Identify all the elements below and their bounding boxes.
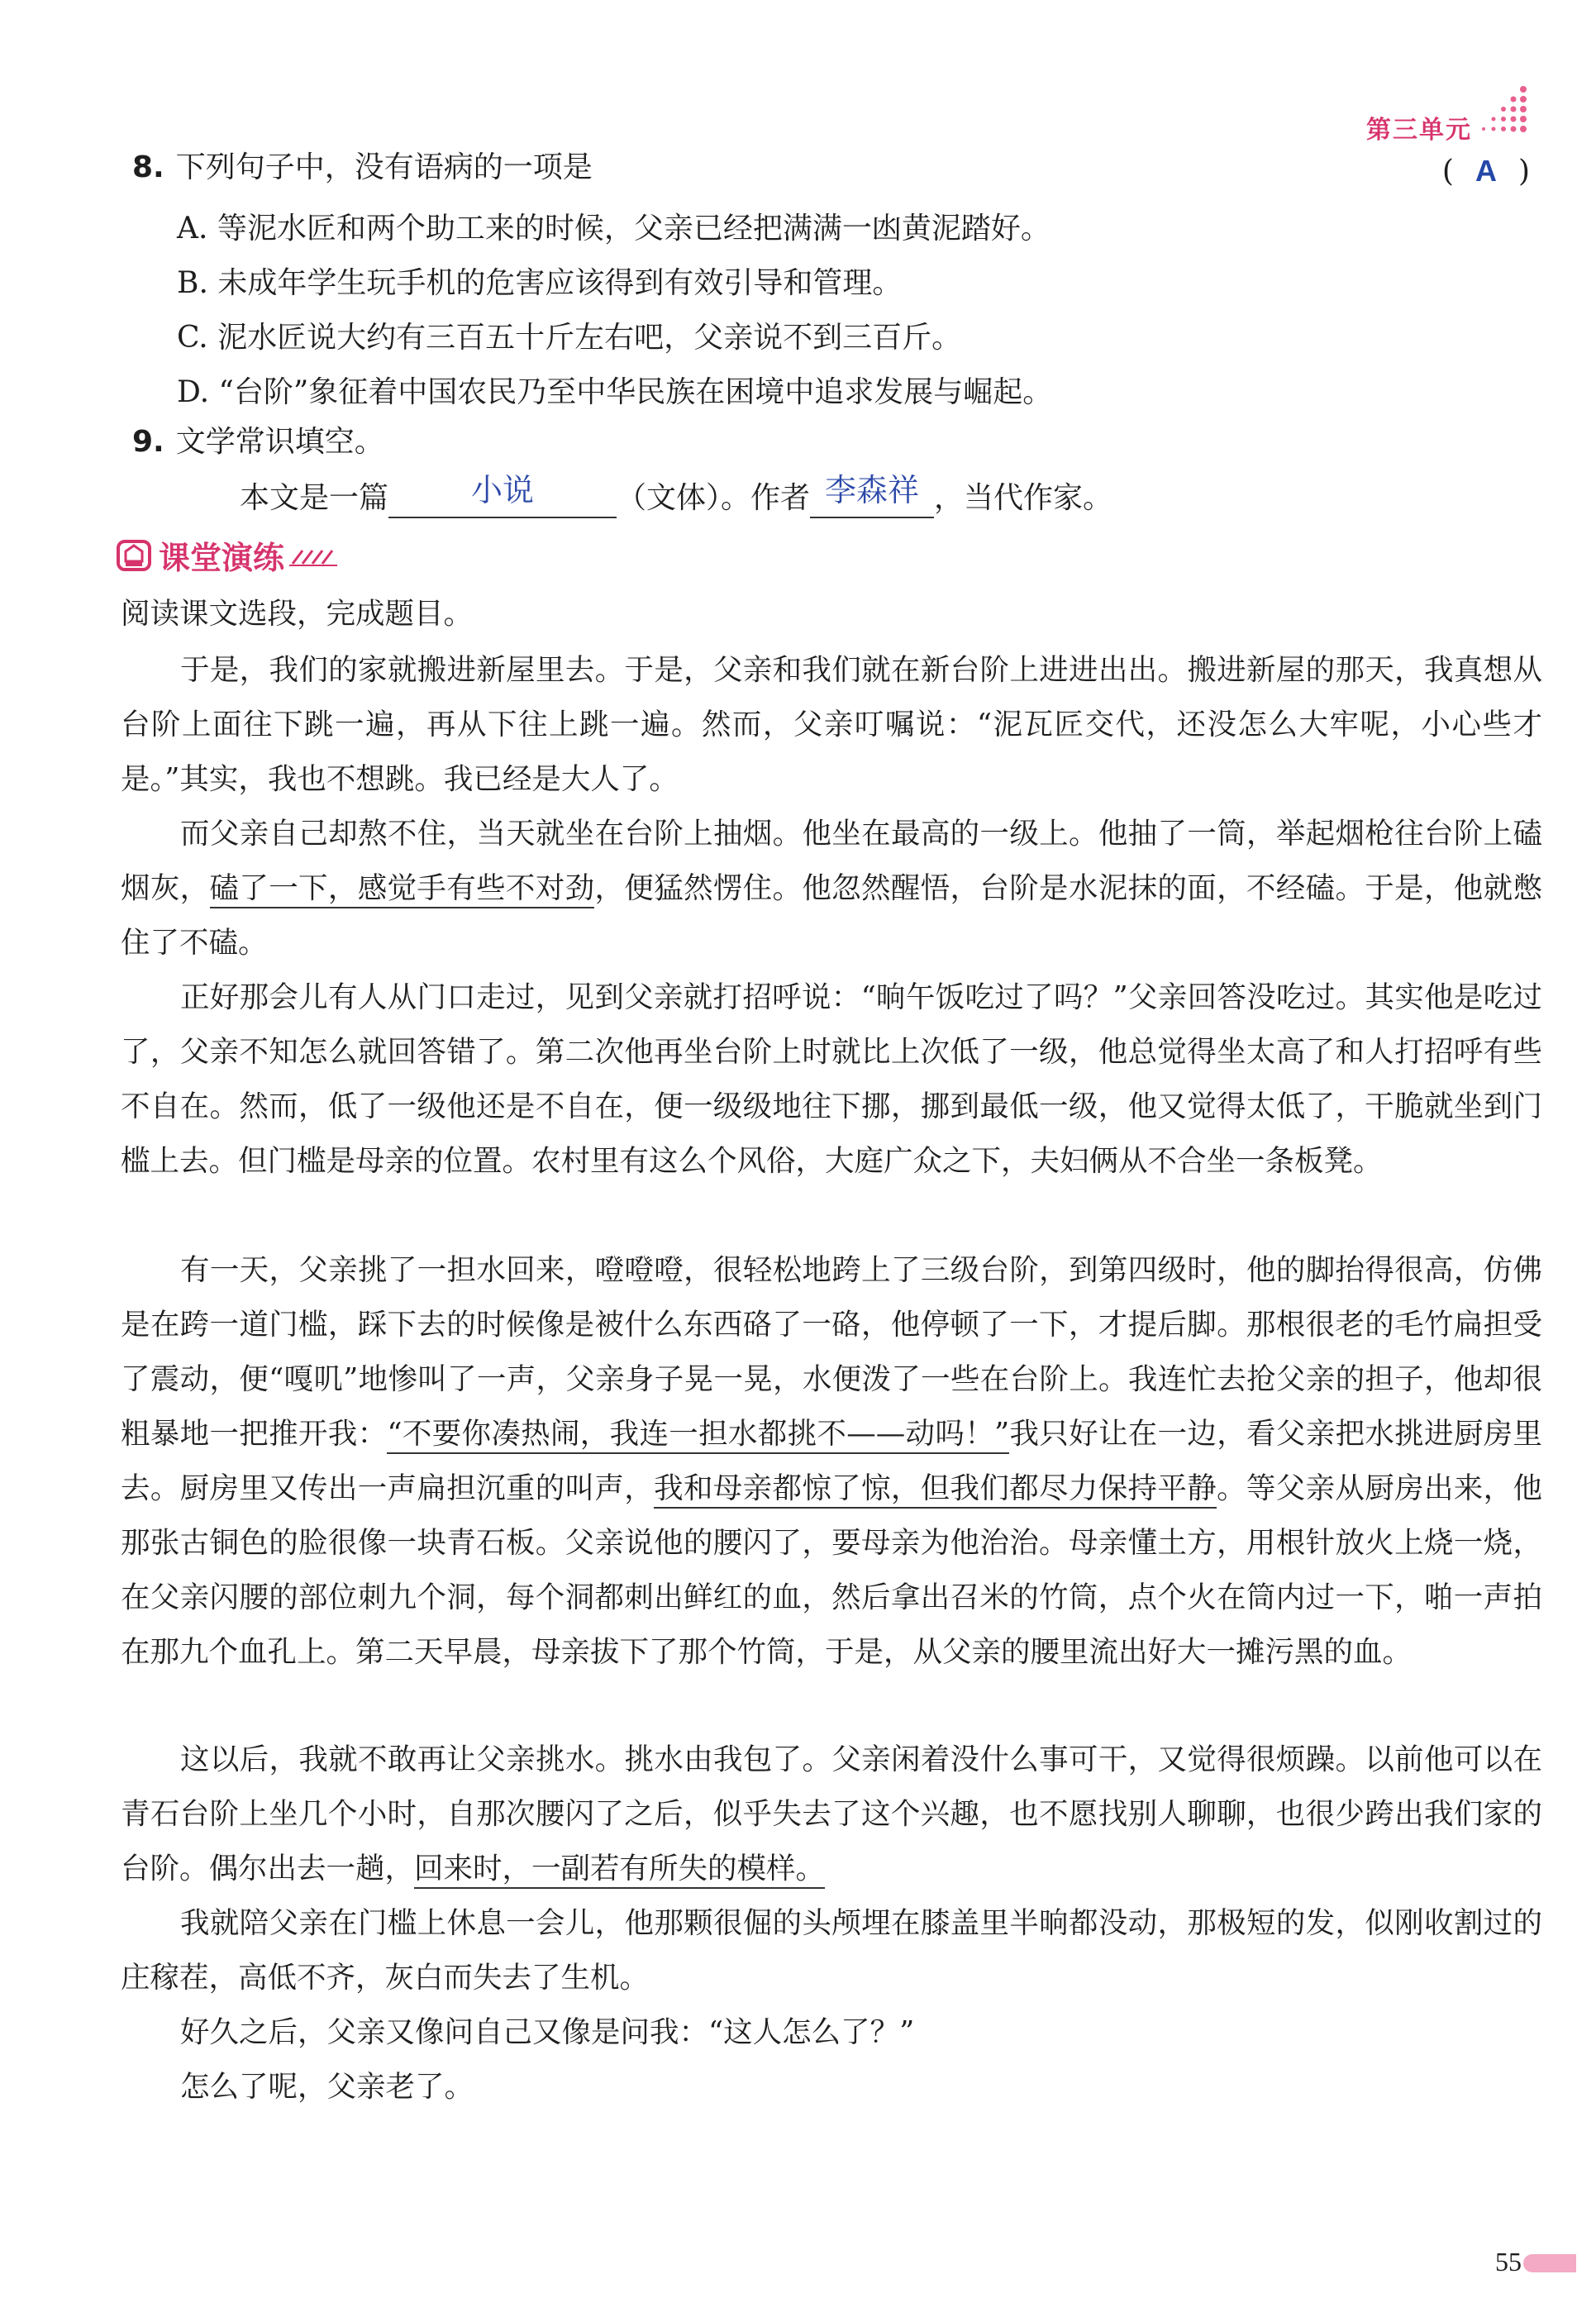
answer-letter: A <box>1475 154 1497 188</box>
passage-paragraph-7: 好久之后，父亲又像问自己又像是问我：“这人怎么了？” <box>180 2015 915 2049</box>
option-b: B. 未成年学生玩手机的危害应该得到有效引导和管理。 <box>177 266 903 300</box>
passage-paragraph-1: 于是，我们的家就搬进新屋里去。于是，父亲和我们就在新台阶上进进出出。搬进新屋的那天，我真想从台阶上面往下跳一遍，再从下往上跳一遍。然而，父亲叮嘱说：“泥瓦匠交代，还没怎么大牢呢，小心些才是。”其实，我也不想跳。我已经是大人了。 <box>121 653 1542 796</box>
question-8-text: 下列句子中，没有语病的一项是 <box>175 150 593 184</box>
passage-paragraph-4 <box>121 1243 1542 1680</box>
question-9-stem <box>132 420 384 465</box>
section-title: 课堂演练 <box>159 539 285 576</box>
question-9-fill <box>240 471 1112 518</box>
blank-genre <box>388 471 617 518</box>
passage-paragraph-3: 正好那会儿有人从门口走过，见到父亲就打招呼说：“晌午饭吃过了吗？”父亲回答没吃过。其实他是吃过了，父亲不知怎么就回答错了。第二次他再坐台阶上时就比上次低了一级，他总觉得坐太高了和人打招呼有些不自在。然而，低了一级他还是不自在，便一级级地往下挪，挪到最低一级，他又觉得太低了，干脆就坐到门槛上去。但门槛是母亲的位置。农村里有这么个风俗，大庭广众之下，夫妇俩从不合坐一条板凳。 <box>121 980 1542 1178</box>
classroom-icon <box>116 536 152 573</box>
blank-author <box>810 471 934 518</box>
option-c: C. 泥水匠说大约有三百五十斤左右吧，父亲说不到三百斤。 <box>177 321 962 355</box>
question-9-number: 9. <box>132 425 164 459</box>
passage-paragraph-5 <box>121 1733 1542 1896</box>
p4-underlined-2: 我和母亲都惊了惊，但我们都尽力保持平静 <box>654 1471 1217 1509</box>
p4-text-b: 我只好让在一边，看父亲把水挑进厨房里去。厨房里又传出一声扁担沉重的叫声， <box>121 1417 1542 1505</box>
p2-text-b: ，便猛然愣住。他忽然醒悟，台阶是水泥抹的面，不经磕。于是，他就憋住了不磕。 <box>121 871 1542 960</box>
page-number: 55 <box>1495 2247 1522 2276</box>
p5-underlined: 回来时，一副若有所失的模样。 <box>414 1852 825 1889</box>
p2-text-a: 而父亲自己却熬不住，当天就坐在台阶上抽烟。他坐在最高的一级上。他抽了一筒，举起烟枪往台阶上磕烟灰， <box>121 817 1542 905</box>
fill-text-b: （文体）。作者 <box>617 481 811 515</box>
passage-paragraph-8: 怎么了呢，父亲老了。 <box>180 2070 474 2104</box>
p2-underlined: 磕了一下，感觉手有些不对劲 <box>210 871 595 908</box>
fill-text-a: 本文是一篇 <box>240 481 389 515</box>
option-a: A. 等泥水匠和两个助工来的时候，父亲已经把满满一凼黄泥踏好。 <box>177 212 1051 246</box>
handwritten-author: 李森祥 <box>825 472 920 508</box>
section-underline-decoration <box>289 542 339 567</box>
question-9-text: 文学常识填空。 <box>175 425 384 459</box>
decorative-dots-icon <box>1475 84 1530 134</box>
section-header <box>116 531 339 579</box>
option-d: D. “台阶”象征着中国农民乃至中华民族在困境中追求发展与崛起。 <box>177 375 1053 409</box>
question-8-answer <box>1442 154 1530 188</box>
p4-underlined-1: “不要你凑热闹，我连一担水都挑不——动吗！” <box>387 1417 1009 1454</box>
handwritten-genre: 小说 <box>471 472 535 508</box>
instruction: 阅读课文选段，完成题目。 <box>121 597 474 631</box>
answer-close-bracket: ) <box>1517 155 1530 188</box>
fill-text-c: ，当代作家。 <box>934 481 1113 515</box>
question-8-stem <box>132 145 593 190</box>
passage-paragraph-6: 我就陪父亲在门槛上休息一会儿，他那颗很倔的头颅埋在膝盖里半晌都没动，那极短的发，似刚收割过的庄稼茬，高低不齐，灰白而失去了生机。 <box>121 1906 1542 1995</box>
p5-text-a: 这以后，我就不敢再让父亲挑水。挑水由我包了。父亲闲着没什么事可干，又觉得很烦躁。以前他可以在青石台阶上坐几个小时，自那次腰闪了之后，似乎失去了这个兴趣，也不愿找别人聊聊，也很少跨出我们家的台阶。偶尔出去一趟， <box>121 1743 1542 1886</box>
passage-paragraph-2 <box>121 807 1542 970</box>
question-8-number: 8. <box>132 150 164 184</box>
p4-text-c: 。等父亲从厨房出来，他那张古铜色的脸很像一块青石板。父亲说他的腰闪了，要母亲为他治治。母亲懂土方，用根针放火上烧一烧，在父亲闪腰的部位刺九个洞，每个洞都刺出鲜红的血，然后拿出召米的竹筒，点个火在筒内过一下，啪一声拍在那九个血孔上。第二天早晨，母亲拔下了那个竹筒，于是，从父亲的腰里流出好大一摊污黑的血。 <box>121 1471 1542 1669</box>
answer-open-bracket: ( <box>1441 155 1454 188</box>
page-tab-decoration <box>1523 2254 1576 2272</box>
p4-text-a: 有一天，父亲挑了一担水回来，噔噔噔，很轻松地跨上了三级台阶，到第四级时，他的脚抬得很高，仿佛是在跨一道门槛，踩下去的时候像是被什么东西硌了一硌，他停顿了一下，才提后脚。那根很老的毛竹扁担受了震动，便“嘎叽”地惨叫了一声，父亲身子晃一晃，水便泼了一些在台阶上。我连忙去抢父亲的担子，他却很粗暴地一把推开我： <box>121 1253 1542 1451</box>
unit-header: 第三单元 <box>1366 116 1472 145</box>
